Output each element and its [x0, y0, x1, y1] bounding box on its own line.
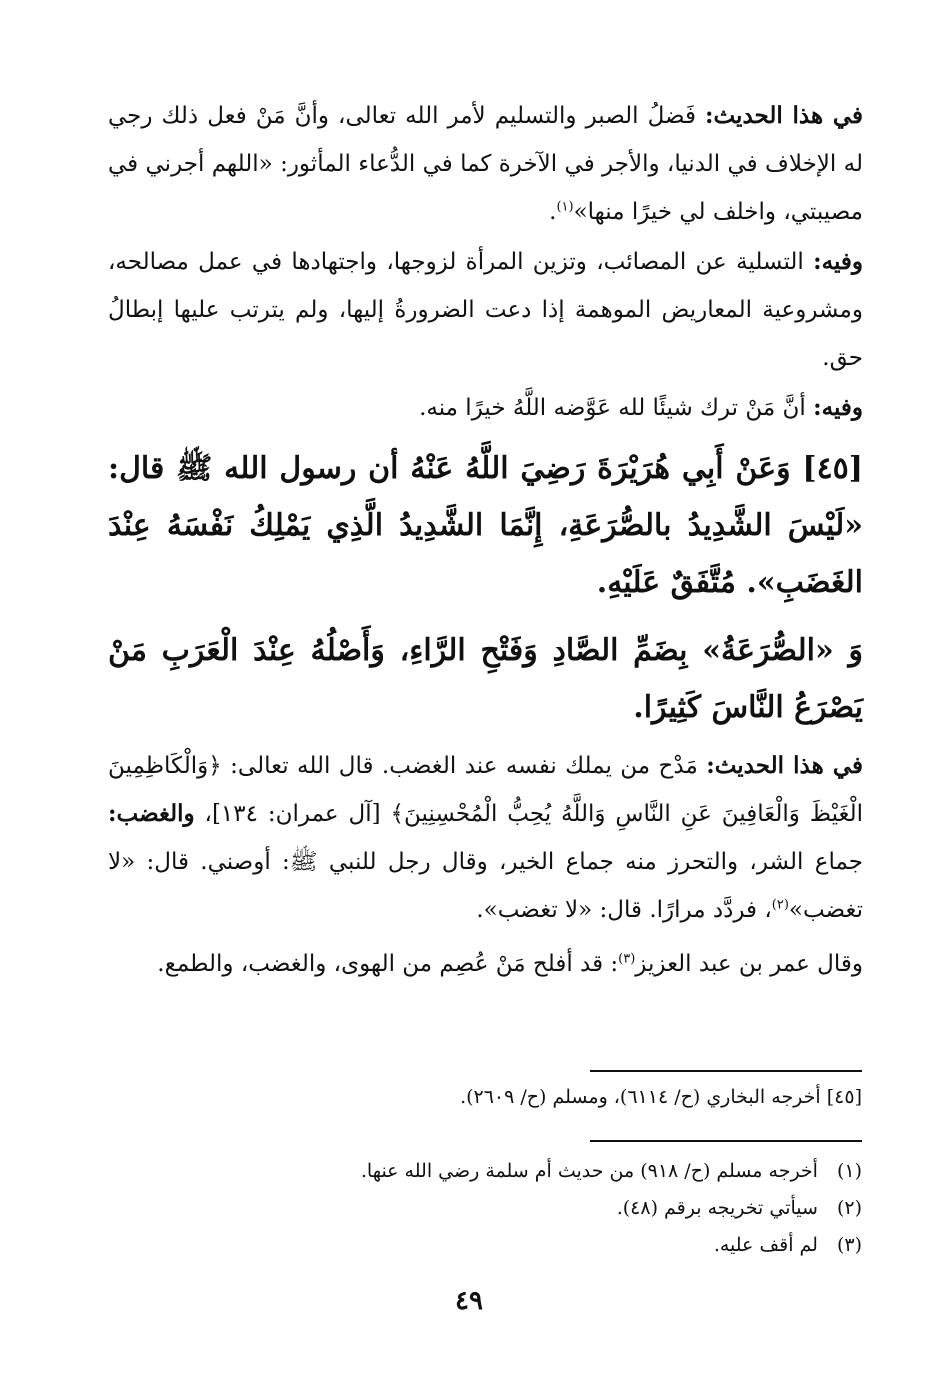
paragraph-text: مَدْح من يملك نفسه عند الغضب. قال الله تعالى: — [221, 753, 707, 779]
quote-intro: وقال عمر بن عبد العزيز — [635, 951, 863, 977]
paragraph-quote — [108, 940, 863, 988]
footnote-number: (٢) — [836, 1197, 862, 1219]
section-label-2: والغضب: — [108, 800, 195, 827]
footnote-ref-1: (١) — [556, 199, 574, 215]
section-label: في هذا الحديث: — [704, 102, 863, 129]
footnote-number: (٣) — [836, 1234, 862, 1256]
paragraph-text-3: ، فردَّد مرارًا. قال: «لا تغضب». — [476, 897, 772, 923]
paragraph-end: . — [549, 199, 557, 225]
section-label: في هذا الحديث: — [706, 752, 863, 779]
verse-reference: [آل عمران: ١٣٤]، — [194, 801, 391, 827]
section-label: وفيه: — [813, 248, 863, 275]
quote-text: : قد أفلح مَنْ عُصِم من الهوى، والغضب، والطمع. — [157, 951, 619, 977]
quran-verse: ﴿وَالْكَاظِمِينَ الْغَيْظَ وَالْعَافِينَ عَنِ النَّاسِ وَاللَّهُ يُحِبُّ الْمُحْسِنِينَ﴾ — [108, 753, 864, 827]
footnote-1 — [108, 1154, 862, 1188]
paragraph-benefit-2 — [108, 238, 863, 382]
paragraph-benefit-3 — [108, 384, 863, 432]
paragraph-benefit-1 — [108, 92, 863, 236]
paragraph-text: التسلية عن المصائب، وتزين المرأة لزوجها، واجتهادها في عمل مصالحه، ومشروعية المعاريض الموهمة إذا دعت الضرورةُ إليها، ولم يترتب عليها إبطالُ حق. — [108, 249, 863, 371]
hadith-source-footnote: [٤٥] أخرجه البخاري (ح/ ٦١١٤)، ومسلم (ح/ ٢٦٠٩). — [460, 1086, 862, 1108]
hadith-explanation: وَ «الصُّرَعَةُ» بِضَمِّ الصَّادِ وَفَتْحِ الرَّاءِ، وَأَصْلُهُ عِنْدَ الْعَرَبِ مَنْ يَصْرَعُ النَّاسَ كَثِيرًا. — [108, 633, 863, 725]
section-label: وفيه: — [813, 394, 863, 421]
footnote-text: لم أقف عليه. — [713, 1234, 818, 1256]
hadith-text: [٤٥] وَعَنْ أَبِي هُرَيْرَةَ رَضِيَ اللَّهُ عَنْهُ أن رسول الله ﷺ قال: «لَيْسَ الشَّدِيدُ بالصُّرَعَةِ، إِنَّمَا الشَّدِيدُ الَّذِي يَمْلِكُ نَفْسَهُ عِنْدَ الغَضَبِ». مُتَّفَقٌ عَلَيْهِ. — [108, 451, 863, 600]
paragraph-text: فَضلُ الصبر والتسليم لأمر الله تعالى، وأنَّ مَنْ فعل ذلك رجي له الإخلاف في الدنيا، والأجر في الآخرة كما في الدُّعاء المأثور: «اللهم أجرني في مصيبتي، واخلف لي خيرًا منها» — [108, 103, 863, 225]
footnote-text: سيأتي تخريجه برقم (٤٨). — [616, 1197, 818, 1219]
footnote-number: (١) — [836, 1160, 862, 1182]
paragraph-text-2: جماع الشر، والتحرز منه جماع الخير، وقال رجل للنبي ﷺ: أوصني. قال: «لا تغضب» — [108, 849, 863, 923]
paragraph-benefit-4 — [108, 742, 863, 934]
paragraph-text: أنَّ مَنْ ترك شيئًا لله عَوَّضه اللَّهُ خيرًا منه. — [419, 395, 814, 421]
footnote-3 — [108, 1228, 862, 1262]
footnote-ref-2: (٢) — [771, 897, 789, 913]
footnote-ref-3: (٣) — [618, 951, 636, 967]
footnote-divider-2 — [590, 1140, 862, 1142]
footnote-divider — [590, 1070, 862, 1072]
page-number: ٤٩ — [455, 1286, 483, 1316]
footnote-2 — [108, 1191, 862, 1225]
footnote-text: أخرجه مسلم (ح/ ٩١٨) من حديث أم سلمة رضي الله عنها. — [360, 1160, 818, 1182]
